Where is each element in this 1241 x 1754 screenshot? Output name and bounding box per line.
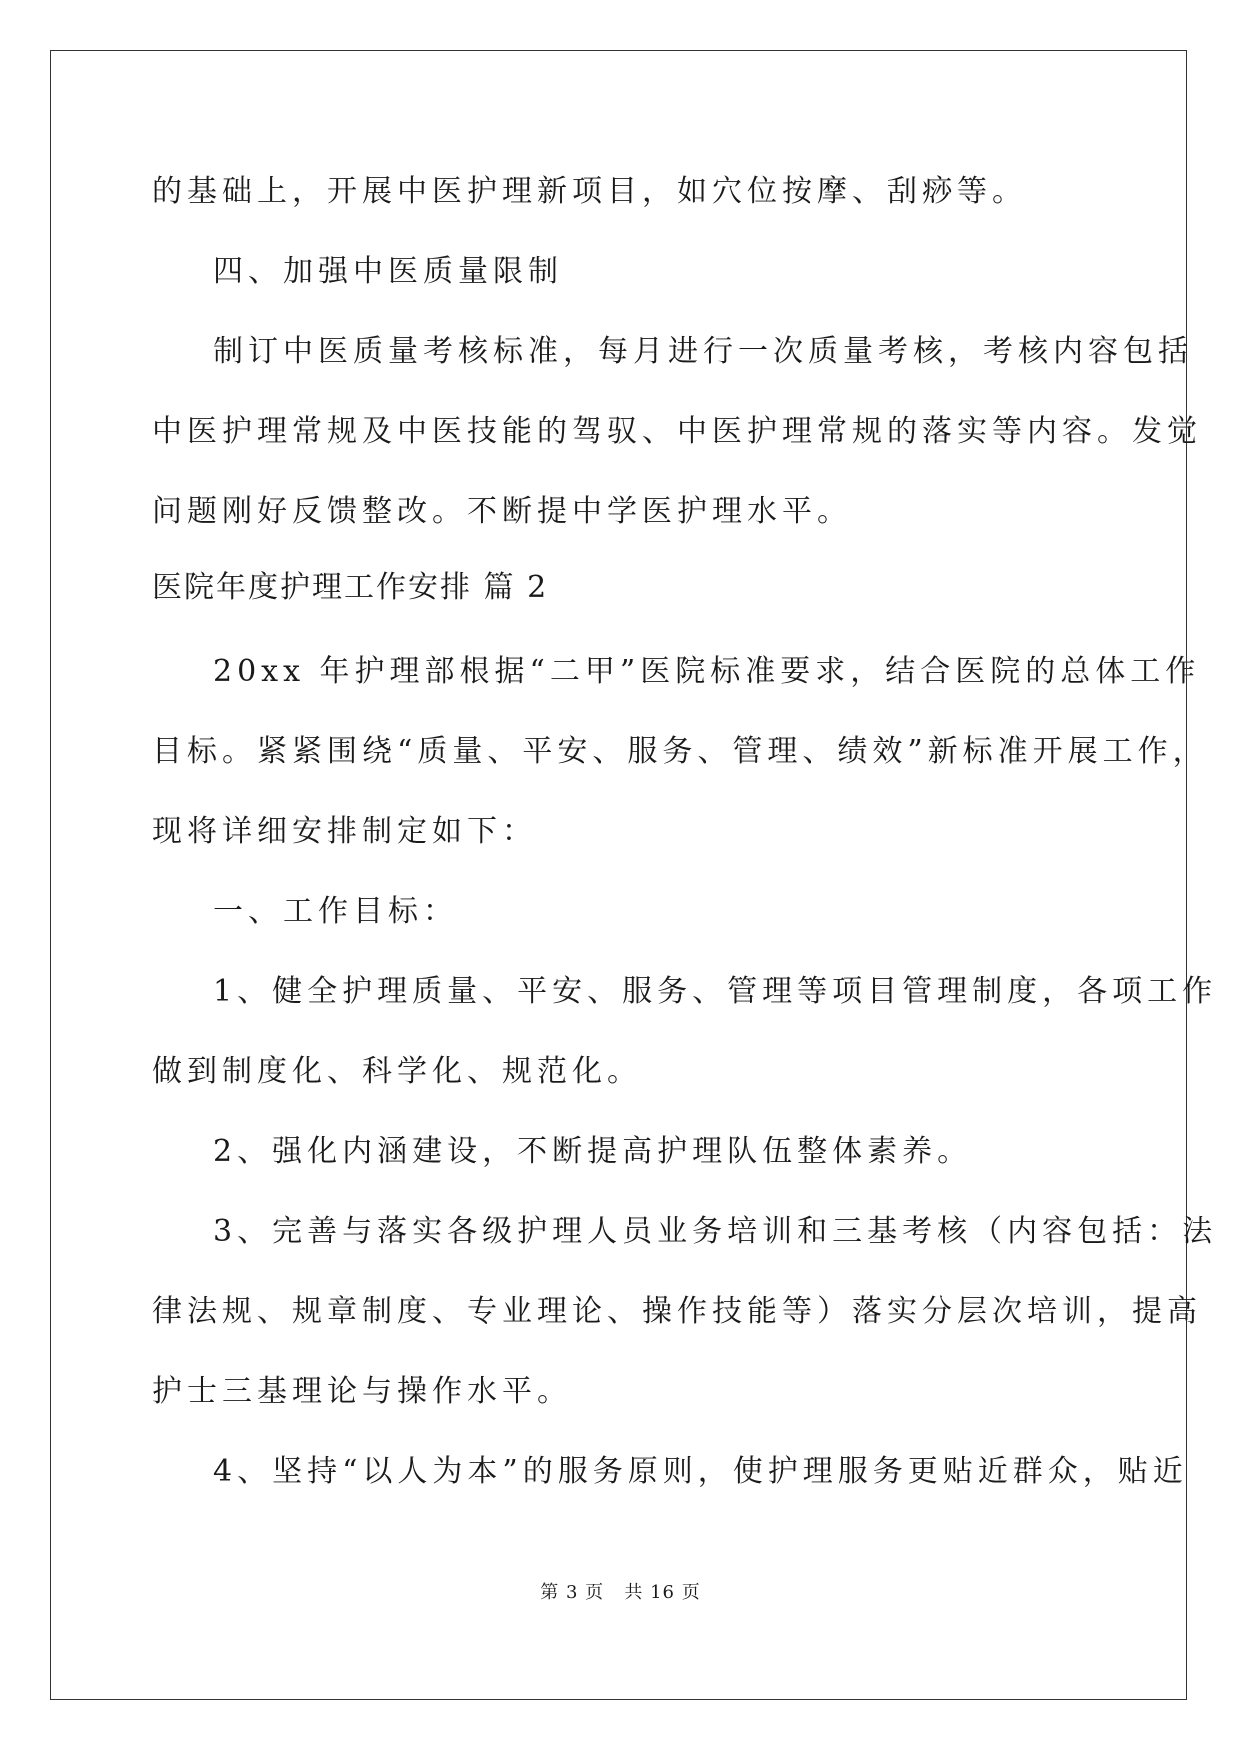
body-line: 2、强化内涵建设，不断提高护理队伍整体素养。: [213, 1134, 973, 1169]
body-line: 律法规、规章制度、专业理论、操作技能等）落实分层次培训，提高: [152, 1294, 1202, 1329]
body-line: 护士三基理论与操作水平。: [152, 1374, 572, 1409]
body-line: 4、坚持“以人为本”的服务原则，使护理服务更贴近群众，贴近: [213, 1454, 1188, 1489]
body-line: 做到制度化、科学化、规范化。: [152, 1054, 642, 1089]
body-line: 的基础上，开展中医护理新项目，如穴位按摩、刮痧等。: [152, 174, 1027, 209]
section-heading: 一、工作目标：: [213, 894, 458, 929]
section-heading: 四、加强中医质量限制: [213, 254, 563, 289]
body-line: 问题刚好反馈整改。不断提中学医护理水平。: [152, 494, 852, 529]
article-title: 医院年度护理工作安排 篇 2: [152, 570, 549, 605]
body-line: 制订中医质量考核标准，每月进行一次质量考核，考核内容包括: [213, 334, 1193, 369]
body-line: 中医护理常规及中医技能的驾驭、中医护理常规的落实等内容。发觉: [152, 414, 1202, 449]
body-line: 现将详细安排制定如下：: [152, 814, 537, 849]
body-line: 目标。紧紧围绕“质量、平安、服务、管理、绩效”新标准开展工作，: [152, 734, 1208, 769]
body-line: 1、健全护理质量、平安、服务、管理等项目管理制度，各项工作: [213, 974, 1218, 1009]
body-line: 3、完善与落实各级护理人员业务培训和三基考核（内容包括：法: [213, 1214, 1218, 1249]
body-line: 20xx 年护理部根据“二甲”医院标准要求，结合医院的总体工作: [213, 654, 1201, 689]
page-number-footer: 第 3 页 共 16 页: [540, 1582, 701, 1603]
